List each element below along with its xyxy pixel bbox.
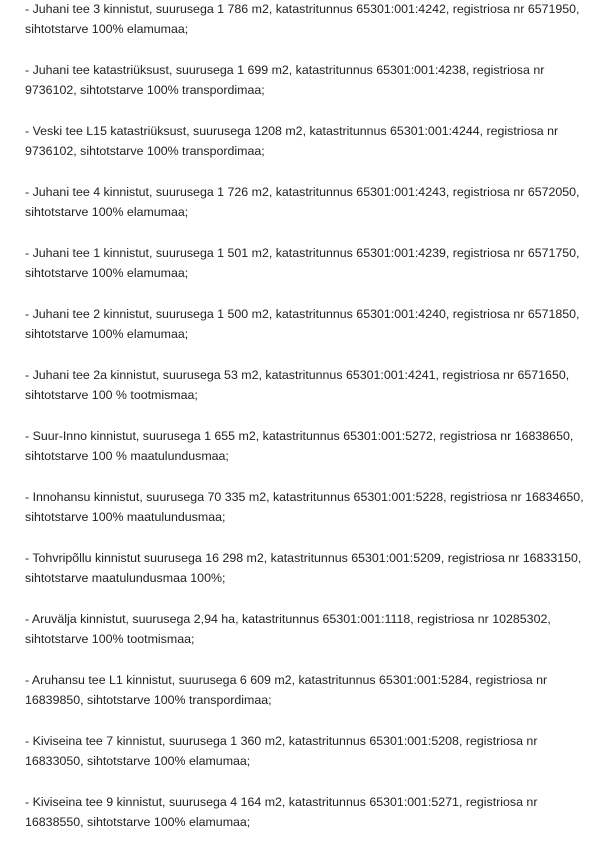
list-item: - Juhani tee 2 kinnistut, suurusega 1 500 m2, katastritunnus 65301:001:4240, registriosa nr 6571850, sihtotstarve 100% elamumaa;: [25, 307, 580, 341]
list-item: - Juhani tee katastriüksust, suurusega 1 699 m2, katastritunnus 65301:001:4238, registriosa nr 9736102, sihtotstarve 100% transpordimaa;: [25, 63, 545, 97]
list-item: - Juhani tee 4 kinnistut, suurusega 1 726 m2, katastritunnus 65301:001:4243, registriosa nr 6572050, sihtotstarve 100% elamumaa;: [25, 185, 580, 219]
list-item: - Tohvripõllu kinnistut suurusega 16 298 m2, katastritunnus 65301:001:5209, registriosa nr 16833150, sihtotstarve maatulundusmaa 100%;: [25, 551, 582, 585]
list-item: - Veski tee L15 katastriüksust, suurusega 1208 m2, katastritunnus 65301:001:4244, registriosa nr 9736102, sihtotstarve 100% transpordimaa;: [25, 124, 559, 158]
list-item: - Kiviseina tee 9 kinnistut, suurusega 4 164 m2, katastritunnus 65301:001:5271, registriosa nr 16838550, sihtotstarve 100% elamumaa;: [25, 795, 538, 829]
list-item: - Innohansu kinnistut, suurusega 70 335 m2, katastritunnus 65301:001:5228, registriosa nr 16834650, sihtotstarve 100% maatulundusmaa;: [25, 490, 584, 524]
list-item: - Kiviseina tee 7 kinnistut, suurusega 1 360 m2, katastritunnus 65301:001:5208, registriosa nr 16833050, sihtotstarve 100% elamumaa;: [25, 734, 538, 768]
property-list: [25, 0, 590, 853]
list-item: - Aruhansu tee L1 kinnistut, suurusega 6 609 m2, katastritunnus 65301:001:5284, registriosa nr 16839850, sihtotstarve 100% transpordimaa;: [25, 673, 548, 707]
list-item: - Suur-Inno kinnistut, suurusega 1 655 m2, katastritunnus 65301:001:5272, registriosa nr 16838650, sihtotstarve 100 % maatulundusmaa;: [25, 429, 574, 463]
list-item: - Aruvälja kinnistut, suurusega 2,94 ha, katastritunnus 65301:001:1118, registriosa nr 10285302, sihtotstarve 100% tootmismaa;: [25, 612, 551, 646]
list-item: - Juhani tee 1 kinnistut, suurusega 1 501 m2, katastritunnus 65301:001:4239, registriosa nr 6571750, sihtotstarve 100% elamumaa;: [25, 246, 580, 280]
list-item: - Juhani tee 2a kinnistut, suurusega 53 m2, katastritunnus 65301:001:4241, registriosa nr 6571650, sihtotstarve 100 % tootmismaa;: [25, 368, 570, 402]
list-item: - Juhani tee 3 kinnistut, suurusega 1 786 m2, katastritunnus 65301:001:4242, registriosa nr 6571950, sihtotstarve 100% elamumaa;: [25, 2, 580, 36]
